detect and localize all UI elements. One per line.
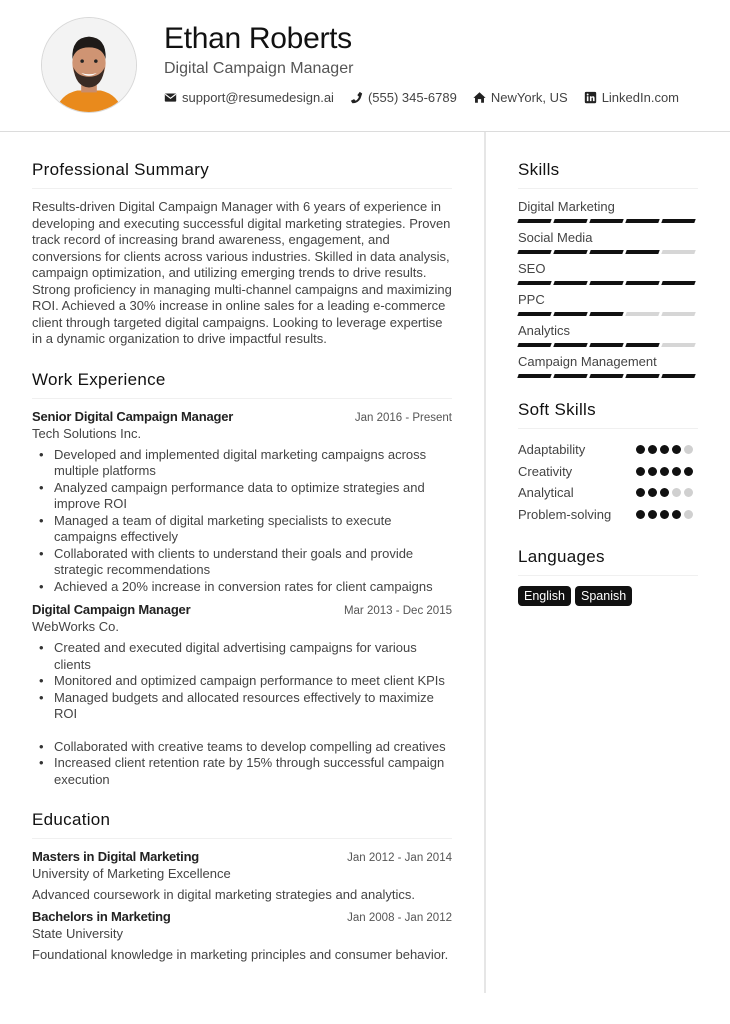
soft-skill-rating bbox=[636, 445, 696, 454]
soft-skill-rating bbox=[636, 510, 696, 519]
rating-dot-filled bbox=[660, 488, 669, 497]
skill-item bbox=[518, 199, 698, 223]
soft-skill-item bbox=[518, 461, 698, 483]
rating-dot-filled bbox=[648, 445, 657, 454]
level-bar-filled bbox=[589, 219, 623, 223]
language-tags bbox=[518, 586, 698, 606]
skill-item bbox=[518, 354, 698, 378]
level-bar-filled bbox=[589, 343, 623, 347]
school: University of Marketing Excellence bbox=[32, 866, 231, 881]
school: State University bbox=[32, 926, 124, 941]
job-bullets bbox=[32, 640, 452, 788]
level-bar-filled bbox=[589, 312, 623, 316]
job-bullet: • Collaborated with clients to understand their goals and provide strategic recommendations bbox=[54, 546, 452, 579]
education-heading: Education bbox=[32, 810, 452, 839]
level-bar-empty bbox=[661, 312, 695, 316]
contact-linkedin[interactable] bbox=[584, 90, 679, 105]
rating-dot-filled bbox=[648, 510, 657, 519]
level-bar-empty bbox=[661, 343, 695, 347]
skills-heading: Skills bbox=[518, 160, 698, 189]
level-bar-filled bbox=[589, 250, 623, 254]
level-bar-filled bbox=[625, 219, 659, 223]
job-entry bbox=[32, 602, 452, 788]
experience-heading: Work Experience bbox=[32, 370, 452, 399]
rating-dot-filled bbox=[648, 488, 657, 497]
language-tag: English bbox=[518, 586, 571, 606]
job-bullet: • Developed and implemented digital marketing campaigns across multiple platforms bbox=[54, 447, 452, 480]
level-bar-filled bbox=[553, 250, 587, 254]
level-bar-filled bbox=[661, 374, 695, 378]
soft-skills-list bbox=[518, 439, 698, 525]
rating-dot-filled bbox=[660, 510, 669, 519]
level-bar-filled bbox=[517, 281, 551, 285]
skills-section bbox=[518, 160, 698, 378]
linkedin-icon bbox=[584, 91, 597, 104]
language-tag: Spanish bbox=[575, 586, 632, 606]
level-bar-filled bbox=[553, 343, 587, 347]
summary-section bbox=[32, 160, 452, 348]
rating-dot-filled bbox=[684, 467, 693, 476]
rating-dot-empty bbox=[684, 488, 693, 497]
column-divider bbox=[484, 132, 486, 993]
degree: Masters in Digital Marketing bbox=[32, 849, 200, 864]
contact-email[interactable] bbox=[164, 90, 334, 105]
level-bar-filled bbox=[589, 374, 623, 378]
level-bar-filled bbox=[553, 312, 587, 316]
languages-heading: Languages bbox=[518, 547, 698, 576]
languages-section bbox=[518, 547, 698, 606]
education-dates: Jan 2008 - Jan 2012 bbox=[347, 912, 452, 924]
soft-skill-item bbox=[518, 482, 698, 504]
skill-level-meter bbox=[518, 343, 698, 347]
level-bar-filled bbox=[625, 374, 659, 378]
job-dates: Mar 2013 - Dec 2015 bbox=[343, 605, 452, 617]
rating-dot-filled bbox=[636, 467, 645, 476]
job-bullet: • Created and executed digital advertising campaigns for various clients bbox=[54, 640, 452, 673]
rating-dot-filled bbox=[672, 445, 681, 454]
degree: Bachelors in Marketing bbox=[32, 909, 171, 924]
contact-phone-text: (555) 345-6789 bbox=[367, 90, 457, 105]
rating-dot-empty bbox=[684, 445, 693, 454]
soft-skill-name: Adaptability bbox=[518, 442, 586, 458]
skill-name: Social Media bbox=[518, 230, 593, 245]
job-role: Digital Campaign Manager bbox=[32, 602, 191, 617]
level-bar-empty bbox=[661, 250, 695, 254]
skill-name: SEO bbox=[518, 261, 546, 276]
skill-level-meter bbox=[518, 250, 698, 254]
level-bar-filled bbox=[517, 343, 551, 347]
contact-email-text: support@resumedesign.ai bbox=[182, 90, 334, 105]
job-company: Tech Solutions Inc. bbox=[32, 425, 142, 441]
job-bullet: • Analyzed campaign performance data to optimize strategies and improve ROI bbox=[54, 480, 452, 513]
soft-skill-name: Analytical bbox=[518, 485, 574, 501]
soft-skills-heading: Soft Skills bbox=[518, 400, 698, 429]
job-bullet: • Managed budgets and allocated resources effectively to maximize ROI bbox=[54, 690, 452, 723]
soft-skills-section bbox=[518, 400, 698, 525]
education-description: Foundational knowledge in marketing principles and consumer behavior. bbox=[32, 947, 449, 962]
level-bar-filled bbox=[553, 281, 587, 285]
contact-location bbox=[473, 90, 568, 105]
job-bullet: • Managed a team of digital marketing specialists to execute campaigns effectively bbox=[54, 513, 452, 546]
soft-skill-name: Problem-solving bbox=[518, 506, 612, 522]
skill-level-meter bbox=[518, 374, 698, 378]
rating-dot-filled bbox=[660, 467, 669, 476]
soft-skill-name: Creativity bbox=[518, 463, 573, 479]
job-role: Senior Digital Campaign Manager bbox=[32, 408, 234, 424]
soft-skill-rating bbox=[636, 488, 696, 497]
level-bar-filled bbox=[517, 312, 551, 316]
job-bullet: • Monitored and optimized campaign performance to meet client KPIs bbox=[54, 673, 452, 690]
rating-dot-filled bbox=[636, 445, 645, 454]
candidate-title: Digital Campaign Manager bbox=[164, 60, 354, 77]
rating-dot-filled bbox=[636, 488, 645, 497]
level-bar-empty bbox=[625, 312, 659, 316]
education-section bbox=[32, 810, 452, 962]
rating-dot-filled bbox=[648, 467, 657, 476]
avatar bbox=[41, 17, 137, 113]
skill-level-meter bbox=[518, 312, 698, 316]
skill-level-meter bbox=[518, 219, 698, 223]
skill-item bbox=[518, 323, 698, 347]
skill-level-meter bbox=[518, 281, 698, 285]
job-entry bbox=[32, 409, 452, 596]
profile-photo-icon bbox=[42, 18, 136, 112]
level-bar-filled bbox=[625, 281, 659, 285]
contact-bar bbox=[164, 90, 695, 105]
rating-dot-filled bbox=[660, 445, 669, 454]
skill-name: Digital Marketing bbox=[518, 199, 615, 214]
rating-dot-filled bbox=[636, 510, 645, 519]
soft-skill-item bbox=[518, 504, 698, 526]
skill-item bbox=[518, 261, 698, 285]
summary-text: Results-driven Digital Campaign Manager with 6 years of experience in developing and executing successful digital marketing strategies. Proven track record of increasing brand awareness, engagement, and conversions for clients across various industries. Skilled in data analysis, campaign optimization, and utilizing emerging trends to drive results. Strong proficiency in managing multi-channel campaigns and maximizing ROI. Achieved a 30% increase in online sales for a leading e-commerce client through targeted digital campaigns. Looking to leverage expertise in a dynamic organization to drive impactful results. bbox=[32, 199, 452, 346]
level-bar-filled bbox=[625, 343, 659, 347]
level-bar-filled bbox=[553, 219, 587, 223]
job-dates: Jan 2016 - Present bbox=[354, 411, 452, 424]
skill-name: Analytics bbox=[518, 323, 571, 338]
skill-name: PPC bbox=[518, 292, 545, 307]
level-bar-filled bbox=[553, 374, 587, 378]
skill-item bbox=[518, 230, 698, 254]
job-bullet: • Achieved a 20% increase in conversion rates for client campaigns bbox=[54, 579, 452, 596]
education-entry bbox=[32, 849, 452, 902]
main-column bbox=[32, 160, 452, 962]
job-bullet: • Increased client retention rate by 15% through successful campaign execution bbox=[54, 755, 452, 788]
candidate-name: Ethan Roberts bbox=[164, 22, 352, 55]
summary-heading: Professional Summary bbox=[32, 160, 452, 189]
level-bar-filled bbox=[517, 250, 551, 254]
contact-phone[interactable] bbox=[350, 90, 457, 105]
education-entry bbox=[32, 909, 452, 962]
rating-dot-empty bbox=[684, 510, 693, 519]
level-bar-filled bbox=[589, 281, 623, 285]
level-bar-filled bbox=[517, 374, 551, 378]
envelope-icon bbox=[164, 91, 177, 104]
job-bullet: • Collaborated with creative teams to develop compelling ad creatives bbox=[54, 739, 452, 756]
rating-dot-empty bbox=[672, 488, 681, 497]
sidebar-column bbox=[518, 160, 698, 606]
skill-item bbox=[518, 292, 698, 316]
level-bar-filled bbox=[625, 250, 659, 254]
job-company: WebWorks Co. bbox=[32, 619, 119, 634]
skill-name: Campaign Management bbox=[518, 354, 657, 369]
rating-dot-filled bbox=[672, 467, 681, 476]
job-bullets bbox=[32, 447, 452, 596]
contact-location-text: NewYork, US bbox=[490, 90, 568, 105]
resume-header bbox=[0, 0, 730, 132]
level-bar-filled bbox=[661, 219, 695, 223]
phone-icon bbox=[350, 91, 363, 104]
level-bar-filled bbox=[661, 281, 695, 285]
education-description: Advanced coursework in digital marketing strategies and analytics. bbox=[32, 887, 415, 902]
rating-dot-filled bbox=[672, 510, 681, 519]
home-icon bbox=[473, 91, 486, 104]
level-bar-filled bbox=[517, 219, 551, 223]
contact-linkedin-text: LinkedIn.com bbox=[601, 90, 680, 105]
experience-section bbox=[32, 370, 452, 789]
soft-skill-item bbox=[518, 439, 698, 461]
soft-skill-rating bbox=[636, 467, 696, 476]
skills-list bbox=[518, 199, 698, 378]
education-dates: Jan 2012 - Jan 2014 bbox=[347, 852, 452, 864]
